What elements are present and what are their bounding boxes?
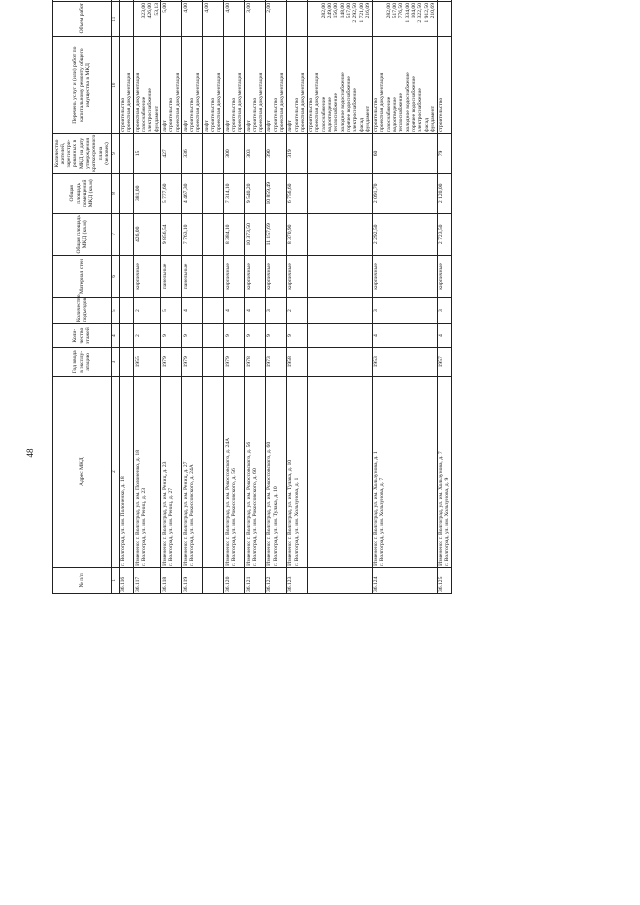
row-address-line: Изменено: г. Волгоград, ул. им. Рокоссовского, д. 24А — [224, 437, 231, 566]
row-number: 36.122 — [265, 567, 286, 593]
table-row — [134, 0, 161, 594]
row-area-premises: 9 540,20 — [245, 173, 266, 213]
row-volume-line: 4,00 — [203, 3, 210, 13]
table-row — [437, 0, 452, 594]
row-residents: 303 — [245, 134, 266, 174]
row-works-line: лифт — [161, 120, 168, 133]
row-works-line: холодное водоснабжение — [404, 72, 411, 133]
row-floors: 9 — [224, 324, 245, 348]
row-area-total: 8 384,10 — [224, 213, 245, 255]
row-address-line: Изменено: г. Волгоград, ул. им. Рокоссовского, д. 56 — [245, 441, 252, 566]
row-volume-line — [175, 3, 181, 35]
row-works — [372, 37, 437, 134]
row-year — [203, 348, 224, 376]
row-year: 1957 — [437, 348, 452, 376]
row-number: 36.120 — [224, 567, 245, 593]
column-number: 10 — [111, 37, 119, 134]
column-number-row — [111, 0, 119, 594]
row-floors: 9 — [286, 324, 307, 348]
row-year: 1979 — [161, 348, 182, 376]
table-row — [203, 0, 224, 594]
row-residents: 300 — [224, 134, 245, 174]
row-works-line: проектная документация — [134, 72, 141, 133]
row-works-line: лифт — [287, 120, 294, 133]
table-row — [182, 0, 203, 594]
column-number: 6 — [111, 255, 119, 297]
row-works-line: строительство — [168, 97, 175, 133]
row-number: 36.119 — [182, 567, 203, 593]
row-works-line: проектная документация — [314, 72, 321, 133]
row-works-line: строительство — [293, 97, 300, 133]
row-floors: 9 — [265, 324, 286, 348]
row-area-total — [119, 213, 134, 255]
row-works — [286, 37, 307, 134]
row-volume — [245, 2, 266, 37]
column-number: 7 — [111, 213, 119, 255]
row-area-premises: 381,00 — [134, 173, 161, 213]
header-entrances: Количество подъездов — [53, 297, 112, 323]
row-floors: 4 — [437, 324, 452, 348]
row-material — [203, 255, 224, 297]
row-works-line: строительство — [189, 97, 196, 133]
row-address-line: Изменено: г. Волгоград, ул. им. Тулака, д. 10 — [287, 459, 294, 566]
row-works — [224, 37, 245, 134]
row-area-premises — [119, 173, 134, 213]
row-area-total: 9 856,54 — [161, 213, 182, 255]
row-works — [437, 37, 452, 134]
row-works-line: лифт — [245, 120, 252, 133]
row-volume-line: 3,00 — [245, 3, 252, 13]
row-area-total: 11 157,69 — [265, 213, 286, 255]
row-works-line: фасад — [423, 118, 430, 133]
row-year — [307, 348, 372, 376]
row-works-line: водоотведение — [327, 97, 334, 133]
row-unit — [182, 0, 203, 2]
row-floors — [203, 324, 224, 348]
row-residents: 319 — [286, 134, 307, 174]
row-works-line: проектная документация — [258, 72, 265, 133]
header-n: № п/п — [53, 567, 112, 593]
row-address — [307, 376, 372, 567]
row-volume-line: 426,00 — [147, 3, 154, 19]
row-unit — [307, 0, 372, 2]
row-unit — [265, 0, 286, 2]
row-unit — [134, 0, 161, 2]
row-volume-line: 776,50 — [398, 3, 405, 19]
row-volume — [372, 2, 437, 37]
row-entrances: 3 — [437, 297, 452, 323]
row-number: 36.123 — [286, 567, 307, 593]
row-year — [119, 348, 134, 376]
row-volume-line: 2 292,50 — [352, 3, 359, 23]
row-address-line: Изменено: г. Волгоград, ул. им. Хользунова, д. 1 — [373, 451, 380, 566]
row-address-line: г. Волгоград, ул. им. Рокоссовского, д. 56 — [230, 468, 237, 566]
row-volume-line: 1 721,00 — [358, 3, 365, 23]
header-floors: Коли-чество этажей — [53, 324, 112, 348]
row-address — [437, 376, 452, 567]
row-works-line: проектная документация — [237, 72, 244, 133]
table-row — [372, 0, 437, 594]
table-row — [119, 0, 134, 594]
row-address-line: Изменено: г. Волгоград, ул. им. Рениц, д. 23 — [161, 461, 168, 566]
row-works-line: горячее водоснабжение — [345, 76, 352, 133]
row-material: кирпичные — [265, 255, 286, 297]
row-address — [119, 376, 134, 567]
row-entrances: 3 — [372, 297, 437, 323]
row-works-line: строительство — [272, 97, 279, 133]
row-address — [265, 376, 286, 567]
row-volume-line — [300, 3, 306, 35]
row-volume-line: 517,00 — [392, 3, 399, 19]
row-area-premises — [203, 173, 224, 213]
row-address-line: Изменено: г. Волгоград, ул. им. Рокоссовского, д. 60 — [266, 441, 273, 566]
row-volume-line: 4,00 — [224, 3, 231, 13]
row-volume — [119, 2, 134, 37]
row-address-line: г. Волгоград, ул. им. Тулака, д. 10 — [272, 486, 279, 566]
page-number: 48 — [25, 448, 35, 458]
row-entrances — [203, 297, 224, 323]
row-material: панельные — [161, 255, 182, 297]
row-volume-line: 2 322,50 — [417, 3, 424, 23]
row-unit — [161, 0, 182, 2]
row-residents — [119, 134, 134, 174]
table-body — [119, 0, 452, 594]
row-works-line: горячее водоснабжение — [410, 76, 417, 133]
row-material — [119, 255, 134, 297]
row-area-total — [203, 213, 224, 255]
row-unit — [372, 0, 437, 2]
row-volume — [203, 2, 224, 37]
row-volume — [286, 2, 307, 37]
column-number: 9 — [111, 134, 119, 174]
row-volume-line — [237, 3, 243, 35]
header-unit — [53, 0, 112, 2]
row-works-line: газоснабжение — [320, 96, 327, 133]
column-number: 3 — [111, 348, 119, 376]
row-address — [134, 376, 161, 567]
row-floors: 9 — [161, 324, 182, 348]
row-area-total: 10 373,50 — [245, 213, 266, 255]
row-residents: 336 — [182, 134, 203, 174]
row-material: кирпичные — [134, 255, 161, 297]
row-area-premises: 4 467,30 — [182, 173, 203, 213]
row-entrances: 3 — [265, 297, 286, 323]
row-address — [182, 376, 203, 567]
row-floors: 2 — [134, 324, 161, 348]
row-works-line: строительство — [230, 97, 237, 133]
row-number: 36.124 — [372, 567, 437, 593]
row-number: 36.116 — [119, 567, 134, 593]
row-unit — [245, 0, 266, 2]
row-number — [307, 567, 372, 593]
row-address — [224, 376, 245, 567]
document-sheet — [52, 3, 632, 894]
column-number — [111, 0, 119, 2]
rotated-table-container — [52, 0, 632, 594]
row-address-line: Изменено: г. Волгоград, ул. им. Полоненко, д. 18 — [134, 449, 141, 566]
row-volume-line: 517,00 — [345, 3, 352, 19]
row-works-line: фасад — [358, 118, 365, 133]
row-residents: 15 — [134, 134, 161, 174]
row-works-line: проектная документация — [279, 72, 285, 133]
row-works-line: фундамент — [429, 105, 436, 133]
row-address — [203, 376, 224, 567]
row-area-total: 8 370,90 — [286, 213, 307, 255]
table-row — [265, 0, 286, 594]
row-works-line: лифт — [182, 120, 189, 133]
row-volume-line — [195, 3, 201, 35]
row-entrances: 5 — [161, 297, 182, 323]
row-volume-line: 2,00 — [266, 3, 273, 13]
row-volume-line: 323,00 — [141, 3, 148, 19]
row-entrances: 4 — [245, 297, 266, 323]
row-material: кирпичные — [224, 255, 245, 297]
row-material: кирпичные — [245, 255, 266, 297]
header-area-premises: Общая площадь помещений МКД (кв.м) — [53, 173, 112, 213]
row-unit — [437, 0, 452, 2]
row-address — [245, 376, 266, 567]
row-year: 1955 — [134, 348, 161, 376]
row-volume-line: 156,00 — [333, 3, 340, 19]
row-address-line: г. Волгоград, ул. им. Рениц, д. 23 — [141, 487, 148, 566]
row-entrances: 4 — [182, 297, 203, 323]
table-header-row — [53, 0, 112, 594]
row-residents: 60 — [372, 134, 437, 174]
row-entrances — [307, 297, 372, 323]
row-volume-line — [279, 3, 285, 35]
row-works-line: лифт — [266, 120, 273, 133]
row-floors — [307, 324, 372, 348]
row-material: кирпичные — [372, 255, 437, 297]
row-works — [307, 37, 372, 134]
row-works-line: электроснабжение — [417, 88, 424, 133]
row-unit — [119, 0, 134, 2]
row-works-line: газоснабжение — [141, 96, 148, 133]
row-material: панельные — [182, 255, 203, 297]
row-volume — [134, 2, 161, 37]
row-address-line: Изменено: г. Волгоград, ул. им. Хользунова, д. 7 — [438, 451, 445, 566]
row-works-line: фундамент — [153, 105, 160, 133]
row-address-line: г. Волгоград, ул. им. Хользунова, д. 1 — [293, 477, 300, 566]
column-number: 4 — [111, 324, 119, 348]
column-number: 8 — [111, 173, 119, 213]
row-area-premises: 6 756,60 — [286, 173, 307, 213]
row-area-premises: 5 777,60 — [161, 173, 182, 213]
row-number: 36.125 — [437, 567, 452, 593]
row-material — [307, 255, 372, 297]
row-number: 36.117 — [134, 567, 161, 593]
row-volume — [224, 2, 245, 37]
table-row — [307, 0, 372, 594]
row-works-line: строительство — [210, 97, 217, 133]
row-address-line: Изменено: г. Волгоград, ул. им. Рениц, д. 27 — [182, 461, 189, 566]
row-volume-line: 4,00 — [182, 3, 189, 13]
row-address-line: г. Волгоград, ул. им. Полоненко, д. 18 — [120, 476, 127, 566]
column-number: 1 — [111, 567, 119, 593]
row-works-line: газоснабжение — [385, 96, 392, 133]
row-address-line: г. Волгоград, ул. им. Хользунова, д. 9 — [444, 477, 451, 566]
row-area-total: 2 723,50 — [437, 213, 452, 255]
row-volume — [182, 2, 203, 37]
row-address-line: г. Волгоград, ул. им. Рокоссовского, д. 24А — [189, 464, 196, 566]
row-works-line: строительство — [120, 97, 127, 133]
row-area-premises: 2 091,70 — [372, 173, 437, 213]
row-volume — [265, 2, 286, 37]
row-volume-line: 210,69 — [429, 3, 436, 19]
row-works-line: электроснабжение — [147, 88, 154, 133]
row-unit — [224, 0, 245, 2]
row-floors — [119, 324, 134, 348]
row-volume-line — [438, 3, 444, 35]
row-address-line: г. Волгоград, ул. им. Хользунова, д. 7 — [379, 477, 386, 566]
header-area-total: Общая площадь МКД (кв.м) — [53, 213, 112, 255]
row-volume-line: 216,09 — [364, 3, 371, 19]
row-works — [134, 37, 161, 134]
column-number: 5 — [111, 297, 119, 323]
row-volume — [161, 2, 182, 37]
row-area-total — [307, 213, 372, 255]
row-year: 1978 — [245, 348, 266, 376]
header-volume: Объем работ — [53, 2, 112, 37]
row-works-line: проектная документация — [174, 72, 181, 133]
row-works-line: проектная документация — [379, 72, 386, 133]
row-works-line: лифт — [203, 120, 210, 133]
row-works-line: строительство — [251, 97, 258, 133]
row-number: 36.121 — [245, 567, 266, 593]
row-volume-line: 104,00 — [410, 3, 417, 19]
row-works-line: строительство — [308, 97, 315, 133]
row-residents: 79 — [437, 134, 452, 174]
capital-repair-table — [52, 0, 452, 594]
header-material: Материал стен — [53, 255, 112, 297]
row-area-premises — [307, 173, 372, 213]
row-works — [203, 37, 224, 134]
row-area-premises: 7 314,10 — [224, 173, 245, 213]
row-area-total: 2 292,50 — [372, 213, 437, 255]
row-works-line: проектная документация — [299, 72, 306, 133]
row-volume-line — [126, 3, 132, 35]
row-number — [203, 567, 224, 593]
row-volume-line: 148,00 — [339, 3, 346, 19]
row-area-total: 426,00 — [134, 213, 161, 255]
row-volume-line: 1 912,50 — [423, 3, 430, 23]
row-works — [119, 37, 134, 134]
row-entrances: 2 — [134, 297, 161, 323]
row-works-line: фундамент — [364, 105, 371, 133]
row-volume — [307, 2, 372, 37]
row-volume-line: 282,00 — [385, 3, 392, 19]
row-works-line: водоотведение — [392, 97, 399, 133]
row-volume-line: 282,00 — [320, 3, 327, 19]
row-works-line: проектная документация — [216, 72, 223, 133]
row-entrances — [119, 297, 134, 323]
row-material: кирпичные — [437, 255, 452, 297]
row-entrances: 2 — [286, 297, 307, 323]
row-works-line: проектная документация — [195, 72, 202, 133]
row-volume-line: 5,00 — [161, 3, 168, 13]
row-floors: 9 — [182, 324, 203, 348]
header-residents: Количество жителей, зарегистри-рованных в МКД на дату утверждения краткосрочного плана (человек) — [53, 134, 110, 172]
row-volume-line: 249,00 — [327, 3, 334, 19]
column-number: 2 — [111, 376, 119, 567]
row-residents — [203, 134, 224, 174]
row-address-line: г. Волгоград, ул. им. Рокоссовского, д. 60 — [251, 468, 258, 566]
table-row — [245, 0, 266, 594]
row-residents: 390 — [265, 134, 286, 174]
row-works — [265, 37, 286, 134]
row-area-premises: 2 120,00 — [437, 173, 452, 213]
row-year: 1953 — [372, 348, 437, 376]
row-works-line: лифт — [224, 120, 231, 133]
table-row — [161, 0, 182, 594]
row-material: кирпичные — [286, 255, 307, 297]
row-address-line: г. Волгоград, ул. им. Рениц, д. 27 — [168, 487, 175, 566]
row-year: 1979 — [182, 348, 203, 376]
row-number: 36.118 — [161, 567, 182, 593]
row-works-line: теплоснабжение — [333, 92, 340, 133]
row-address — [286, 376, 307, 567]
column-number: 11 — [111, 2, 119, 37]
row-floors: 4 — [372, 324, 437, 348]
row-works — [161, 37, 182, 134]
row-works-line: холодное водоснабжение — [339, 72, 346, 133]
row-address — [372, 376, 437, 567]
row-works-line: строительство — [438, 97, 445, 133]
row-works-line: строительство — [373, 97, 380, 133]
row-residents: 427 — [161, 134, 182, 174]
row-unit — [203, 0, 224, 2]
row-year: 1979 — [224, 348, 245, 376]
row-works — [182, 37, 203, 134]
row-year: 1958 — [286, 348, 307, 376]
row-works-line: электроснабжение — [352, 88, 359, 133]
header-year: Год ввода в эксплу-атацию — [53, 348, 112, 376]
row-works-line: проектная документация — [126, 72, 133, 133]
row-works — [245, 37, 266, 134]
row-works-line: теплоснабжение — [398, 92, 405, 133]
row-area-total: 7 763,10 — [182, 213, 203, 255]
header-works: Перечень услуг и (или) работ по капитальному ремонту общего имущества в МКД — [53, 37, 112, 134]
row-floors: 9 — [245, 324, 266, 348]
row-volume — [437, 2, 452, 37]
row-volume-line — [258, 3, 264, 35]
header-address: Адрес МКД — [53, 376, 112, 567]
row-unit — [286, 0, 307, 2]
row-volume-line: 53,13 — [153, 3, 160, 16]
row-area-premises: 10 859,49 — [265, 173, 286, 213]
row-entrances: 4 — [224, 297, 245, 323]
row-residents — [307, 134, 372, 174]
table-row — [224, 0, 245, 594]
row-volume-line: 1 334,00 — [404, 3, 411, 23]
row-address — [161, 376, 182, 567]
row-volume-line — [216, 3, 222, 35]
table-row — [286, 0, 307, 594]
row-year: 1973 — [265, 348, 286, 376]
